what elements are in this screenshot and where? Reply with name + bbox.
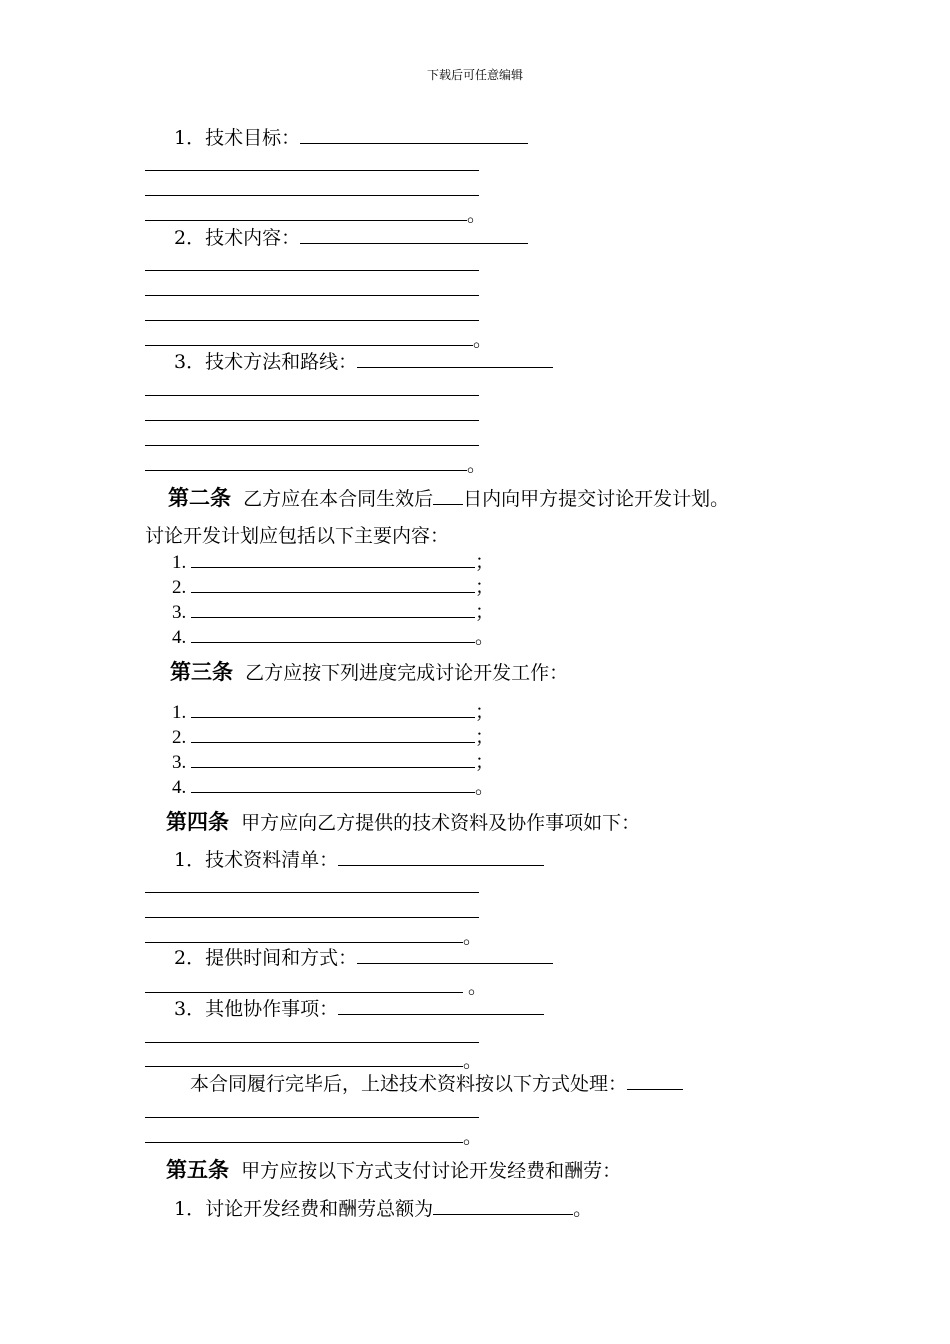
- article-5-line: [166, 1158, 621, 1183]
- item-tech-content: [174, 225, 528, 250]
- fill-line[interactable]: [145, 992, 463, 993]
- schedule-item-4: [172, 774, 494, 800]
- item-label: 3．其他协作事项：: [174, 998, 339, 1020]
- line-end-mark: 。: [463, 1126, 483, 1148]
- fill-blank[interactable]: [191, 549, 475, 568]
- item-supply-time: [174, 945, 553, 970]
- line-end-mark: 。: [467, 454, 487, 476]
- fill-line[interactable]: [145, 892, 479, 893]
- fill-blank[interactable]: [627, 1071, 683, 1090]
- line-end-mark: 。: [475, 627, 495, 648]
- article-5-text: 甲方应按以下方式支付讨论开发经费和酬劳：: [241, 1160, 622, 1182]
- schedule-item-3: [172, 749, 494, 775]
- item-label: 3．技术方法和路线：: [174, 351, 358, 373]
- article-2-line: [168, 486, 729, 511]
- article-3-title: 第三条: [170, 660, 233, 684]
- item-tech-method: [174, 349, 553, 374]
- plan-item-1: [172, 549, 494, 575]
- fill-blank[interactable]: [191, 749, 475, 768]
- item-number: 2.: [172, 727, 187, 748]
- after-completion-text: 本合同履行完毕后，上述技术资料按以下方式处理：: [190, 1073, 628, 1095]
- fill-blank[interactable]: [357, 945, 553, 964]
- fill-line[interactable]: [145, 1117, 479, 1118]
- fill-blank[interactable]: [300, 225, 528, 244]
- fill-line[interactable]: [145, 1142, 463, 1143]
- item-material-list: [174, 847, 544, 872]
- fill-line[interactable]: [145, 295, 479, 296]
- plan-item-4: [172, 624, 494, 650]
- line-end-mark: 。: [475, 777, 495, 798]
- fill-blank[interactable]: [191, 599, 475, 618]
- fill-line[interactable]: [145, 420, 479, 421]
- item-number: 1.: [172, 552, 187, 573]
- fill-line[interactable]: [145, 445, 479, 446]
- fill-line[interactable]: [145, 220, 467, 221]
- line-end-mark: ；: [475, 577, 495, 598]
- article-2-text-a: 乙方应在本合同生效后: [243, 488, 434, 510]
- article-4-title: 第四条: [166, 810, 229, 834]
- line-end-mark: 。: [463, 926, 483, 948]
- fill-blank[interactable]: [191, 699, 475, 718]
- line-end-mark: ；: [475, 702, 495, 723]
- item-number: 3.: [172, 602, 187, 623]
- article-2-line-2: 讨论开发计划应包括以下主要内容：: [145, 525, 450, 547]
- item-number: 1.: [172, 702, 187, 723]
- schedule-item-2: [172, 724, 494, 750]
- after-completion-line: [190, 1071, 683, 1096]
- article-5-title: 第五条: [166, 1158, 229, 1182]
- days-blank[interactable]: [433, 486, 463, 505]
- fill-blank[interactable]: [300, 125, 528, 144]
- article-2-text-b: 日内向甲方提交讨论开发计划。: [463, 488, 730, 510]
- line-end-mark: ；: [475, 752, 495, 773]
- fill-line[interactable]: [145, 345, 473, 346]
- fill-line[interactable]: [145, 195, 479, 196]
- line-end-mark: 。: [573, 1198, 593, 1220]
- fill-blank[interactable]: [191, 724, 475, 743]
- article-3-line: [170, 660, 568, 685]
- item-number: 2.: [172, 577, 187, 598]
- line-end-mark: 。: [473, 329, 493, 351]
- item-label: 1．技术目标：: [174, 127, 301, 149]
- fill-blank[interactable]: [338, 847, 544, 866]
- fill-line[interactable]: [145, 470, 467, 471]
- amount-blank[interactable]: [433, 1196, 573, 1215]
- item-number: 3.: [172, 752, 187, 773]
- fill-line[interactable]: [145, 320, 479, 321]
- page-header: 下载后可任意编辑: [426, 68, 523, 82]
- fill-line[interactable]: [145, 917, 479, 918]
- article-2-title: 第二条: [168, 486, 231, 510]
- fill-line[interactable]: [145, 1042, 479, 1043]
- fill-line[interactable]: [145, 270, 479, 271]
- item-label: 2．提供时间和方式：: [174, 947, 358, 969]
- line-end-mark: ；: [475, 552, 495, 573]
- fill-blank[interactable]: [338, 996, 544, 1015]
- plan-item-3: [172, 599, 494, 625]
- item-label: 1．技术资料清单：: [174, 849, 339, 871]
- line-end-mark: ；: [475, 727, 495, 748]
- article-4-text: 甲方应向乙方提供的技术资料及协作事项如下：: [241, 812, 641, 834]
- item-number: 4.: [172, 777, 187, 798]
- article-3-text: 乙方应按下列进度完成讨论开发工作：: [245, 662, 569, 684]
- fill-line[interactable]: [145, 170, 479, 171]
- fill-line[interactable]: [145, 1066, 463, 1067]
- schedule-item-1: [172, 699, 494, 725]
- fill-blank[interactable]: [191, 574, 475, 593]
- fill-blank[interactable]: [191, 774, 475, 793]
- item-total-amount: [174, 1196, 592, 1221]
- item-tech-goal: [174, 125, 528, 150]
- item-number: 4.: [172, 627, 187, 648]
- item-label: 2．技术内容：: [174, 227, 301, 249]
- fill-line[interactable]: [145, 395, 479, 396]
- fill-blank[interactable]: [357, 349, 553, 368]
- item-other-cooperation: [174, 996, 544, 1021]
- fill-blank[interactable]: [191, 624, 475, 643]
- fill-line[interactable]: [145, 942, 463, 943]
- item-label: 1．讨论开发经费和酬劳总额为: [174, 1198, 434, 1220]
- line-end-mark: 。: [468, 976, 488, 998]
- line-end-mark: ；: [475, 602, 495, 623]
- line-end-mark: 。: [467, 204, 487, 226]
- article-4-line: [166, 810, 640, 835]
- plan-item-2: [172, 574, 494, 600]
- line-end-mark: 。: [463, 1050, 483, 1072]
